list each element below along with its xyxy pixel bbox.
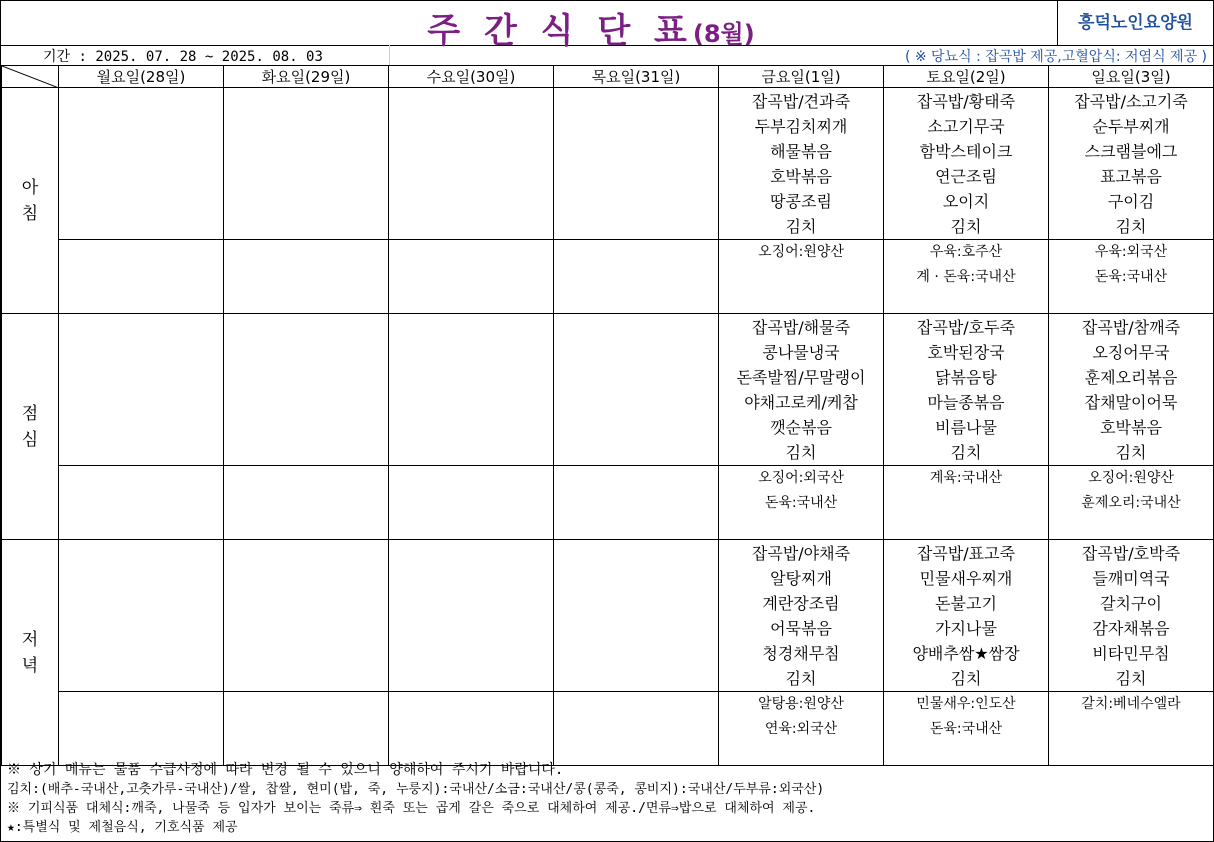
menu-item: 구이김 [1107, 192, 1155, 211]
origin-cell [554, 466, 719, 540]
origin-item: 오징어:원양산 [758, 244, 844, 260]
menu-item: 김치 [1115, 217, 1147, 236]
menu-cell [719, 88, 884, 240]
origin-item: 오징어:외국산 [758, 470, 844, 486]
origin-cell [389, 466, 554, 540]
period-bar [1, 45, 1213, 65]
menu-item: 해물볶음 [770, 142, 832, 161]
meal-label-char: 저 [21, 629, 39, 650]
origin-item: 우육:호주산 [929, 244, 1003, 260]
menu-item: 호박볶음 [1100, 418, 1162, 437]
day-header: 토요일(2일) [884, 66, 1049, 88]
origin-cell [389, 692, 554, 766]
menu-item: 두부김치찌개 [754, 117, 848, 136]
menu-cell [59, 88, 224, 240]
menu-cell [554, 88, 719, 240]
menu-item: 김치 [1115, 669, 1147, 688]
footer-note: ※ 상기 메뉴는 물품 수급사정에 따라 변경 될 수 있으니 양해하여 주시기 바랍니다. [7, 762, 564, 778]
origin-cell [554, 240, 719, 314]
origin-cell [719, 466, 884, 540]
menu-item: 잡곡밥/견과죽 [751, 92, 851, 111]
meal-label-char: 침 [21, 203, 39, 224]
origin-cell [59, 692, 224, 766]
menu-item: 야채고로케/케찹 [744, 393, 858, 412]
menu-cell [884, 314, 1049, 466]
day-header: 금요일(1일) [719, 66, 884, 88]
meal-label-char: 녁 [21, 655, 39, 676]
day-header: 수요일(30일) [389, 66, 554, 88]
origin-cell [1049, 240, 1214, 314]
menu-cell [719, 540, 884, 692]
menu-cell [1049, 314, 1214, 466]
menu-item: 돈족발찜/무말랭이 [736, 368, 866, 387]
menu-item: 호박된장국 [927, 343, 1005, 362]
menu-item: 김치 [950, 217, 982, 236]
menu-item: 비름나물 [935, 418, 997, 437]
menu-row [2, 540, 1214, 692]
menu-cell [389, 314, 554, 466]
origin-cell [884, 692, 1049, 766]
origin-cell [224, 692, 389, 766]
origin-row [2, 240, 1214, 314]
menu-item: 김치 [950, 443, 982, 462]
menu-item: 잡곡밥/참깨죽 [1081, 318, 1181, 337]
origin-item: 연육:외국산 [764, 721, 838, 737]
menu-item: 소고기무국 [927, 117, 1005, 136]
footer-note: ★:특별식 및 제철음식, 기호식품 제공 [7, 820, 238, 835]
menu-item: 잡곡밥/황태죽 [916, 92, 1016, 111]
menu-item: 잡곡밥/호두죽 [916, 318, 1016, 337]
organization-name: 흥덕노인요양원 [1057, 1, 1213, 45]
menu-row [2, 314, 1214, 466]
menu-cell [554, 540, 719, 692]
origin-item: 돈육:국내산 [764, 495, 838, 511]
origin-item: 돈육:국내산 [929, 721, 1003, 737]
origin-item: 훈제오리:국내산 [1081, 495, 1181, 511]
menu-item: 양배추쌈★쌈장 [912, 644, 1020, 663]
meal-label-char: 심 [21, 429, 39, 450]
menu-cell [1049, 540, 1214, 692]
origin-item: 계 · 돈육:국내산 [916, 269, 1016, 285]
day-header-row [2, 66, 1214, 88]
diagonal-line [2, 66, 59, 88]
origin-cell [884, 466, 1049, 540]
menu-cell [59, 314, 224, 466]
footer-notes [1, 761, 1213, 837]
meal-label-char: 아 [21, 177, 39, 198]
period-divider [389, 45, 390, 65]
origin-cell [1049, 692, 1214, 766]
menu-item: 감자채볶음 [1092, 619, 1170, 638]
menu-item: 잡곡밥/표고죽 [916, 544, 1016, 563]
menu-cell [1049, 88, 1214, 240]
day-header: 월요일(28일) [59, 66, 224, 88]
menu-item: 순두부찌개 [1092, 117, 1170, 136]
origin-item: 계육:국내산 [929, 470, 1003, 486]
menu-item: 김치 [1115, 443, 1147, 462]
menu-item: 잡곡밥/해물죽 [751, 318, 851, 337]
origin-item: 오징어:원양산 [1088, 470, 1174, 486]
menu-item: 스크램블에그 [1084, 142, 1178, 161]
menu-item: 땅콩조림 [770, 192, 832, 211]
meal-label [2, 314, 59, 540]
menu-item: 잡곡밥/호박죽 [1081, 544, 1181, 563]
menu-cell [224, 540, 389, 692]
diet-note: ( ※ 당뇨식 : 잡곡밥 제공,고혈압식: 저염식 제공 ) [904, 49, 1207, 65]
menu-item: 민물새우찌개 [919, 569, 1013, 588]
menu-item: 오이지 [942, 192, 990, 211]
origin-cell [554, 692, 719, 766]
menu-item: 표고볶음 [1100, 167, 1162, 186]
menu-row [2, 88, 1214, 240]
menu-item: 깻순볶음 [770, 418, 832, 437]
menu-item: 김치 [785, 443, 817, 462]
menu-item: 갈치구이 [1100, 594, 1162, 613]
menu-item: 잡곡밥/소고기죽 [1074, 92, 1188, 111]
origin-cell [884, 240, 1049, 314]
page-title: 주 간 식 단 표(8월) [427, 11, 755, 51]
menu-item: 오징어무국 [1092, 343, 1170, 362]
menu-item: 마늘종볶음 [927, 393, 1005, 412]
meal-label [2, 540, 59, 766]
menu-cell [884, 88, 1049, 240]
menu-item: 잡채말이어묵 [1084, 393, 1178, 412]
menu-item: 호박볶음 [770, 167, 832, 186]
origin-row [2, 692, 1214, 766]
menu-body [2, 88, 1214, 766]
menu-item: 알탕찌개 [770, 569, 832, 588]
menu-cell [389, 540, 554, 692]
menu-item: 연근조림 [935, 167, 997, 186]
origin-item: 돈육:국내산 [1094, 269, 1168, 285]
menu-period: 기간 : 2025. 07. 28 ~ 2025. 08. 03 [43, 49, 323, 65]
day-header: 일요일(3일) [1049, 66, 1214, 88]
origin-cell [59, 240, 224, 314]
origin-cell [224, 466, 389, 540]
origin-cell [224, 240, 389, 314]
menu-item: 계란장조림 [762, 594, 840, 613]
menu-cell [719, 314, 884, 466]
menu-item: 콩나물냉국 [762, 343, 840, 362]
origin-item: 우육:외국산 [1094, 244, 1168, 260]
menu-item: 들깨미역국 [1092, 569, 1170, 588]
menu-cell [59, 540, 224, 692]
origin-cell [59, 466, 224, 540]
menu-cell [884, 540, 1049, 692]
menu-item: 잡곡밥/야채죽 [751, 544, 851, 563]
footer-note: 김치:(배추-국내산,고춧가루-국내산)/쌀, 찹쌀, 현미(밥, 죽, 누룽지):국내산/소금:국내산/콩(콩죽, 콩비지):국내산/두부류:외국산) [7, 782, 825, 797]
menu-cell [554, 314, 719, 466]
origin-cell [719, 240, 884, 314]
menu-item: 청경채무침 [762, 644, 840, 663]
menu-cell [389, 88, 554, 240]
menu-item: 닭볶음탕 [935, 368, 997, 387]
origin-cell [1049, 466, 1214, 540]
corner-cell [2, 66, 59, 88]
menu-cell [224, 314, 389, 466]
title-bar [1, 1, 1213, 51]
footer-note: ※ 기피식품 대체식:깨죽, 나물죽 등 입자가 보이는 죽류⇒ 흰죽 또는 곱게 갈은 죽으로 대체하여 제공./면류⇒밥으로 대체하여 제공. [7, 801, 816, 816]
menu-cell [224, 88, 389, 240]
origin-item: 갈치:베네수엘라 [1081, 696, 1181, 712]
origin-cell [389, 240, 554, 314]
title-month: (8월) [692, 20, 755, 48]
day-header: 목요일(31일) [554, 66, 719, 88]
menu-item: 김치 [950, 669, 982, 688]
menu-item: 가지나물 [935, 619, 997, 638]
origin-item: 알탕용:원양산 [758, 696, 844, 712]
origin-row [2, 466, 1214, 540]
origin-item: 민물새우:인도산 [916, 696, 1016, 712]
origin-cell [719, 692, 884, 766]
meal-label [2, 88, 59, 314]
menu-item: 비타민무침 [1092, 644, 1170, 663]
day-header: 화요일(29일) [224, 66, 389, 88]
menu-item: 훈제오리볶음 [1084, 368, 1178, 387]
menu-item: 김치 [785, 217, 817, 236]
menu-item: 돈불고기 [935, 594, 997, 613]
menu-item: 어묵볶음 [770, 619, 832, 638]
menu-item: 함박스테이크 [919, 142, 1013, 161]
meal-label-char: 점 [21, 403, 39, 424]
weekly-menu-table [1, 65, 1214, 766]
menu-item: 김치 [785, 669, 817, 688]
